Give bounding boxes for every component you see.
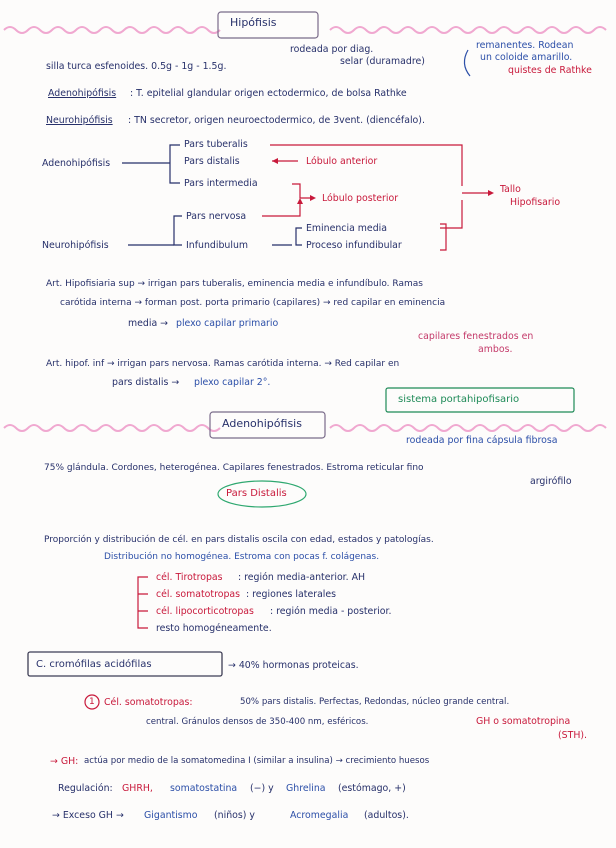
note-remanentes: remanentes. Rodean <box>476 40 574 51</box>
portahipo-label: sistema portahipofisario <box>398 394 520 405</box>
hormonas-line: → 40% hormonas proteicas. <box>228 660 359 671</box>
wavy-divider-top <box>4 27 220 33</box>
wavy-divider-mid-right <box>330 425 606 431</box>
pars-intermedia: Pars intermedia <box>184 178 258 189</box>
prop-line1: Proporción y distribución de cél. en pars distalis oscila con edad, estados y patologías. <box>44 535 434 545</box>
wavy-divider-mid <box>4 425 220 431</box>
neuro-label: Neurohipófisis <box>46 115 113 126</box>
acidofilas-label: C. cromófilas acidófilas <box>36 659 152 670</box>
gh-label: GH o somatotropina <box>476 716 571 727</box>
somato-desc2: central. Gránulos densos de 350-400 nm, esféricos. <box>146 717 369 727</box>
art-sup-line3b: plexo capilar primario <box>176 318 279 329</box>
neuro-desc: : TN secretor, origen neuroectodermico, de 3vent. (diencéfalo). <box>128 115 425 126</box>
tree-neuro: Neurohipófisis <box>42 240 109 251</box>
tallo-hipofisario: Hipofisario <box>510 197 561 208</box>
neuro-tree-bracket <box>174 216 182 245</box>
note-coloide: un coloide amarillo. <box>480 52 573 63</box>
somato-label: Cél. somatotropas: <box>104 697 193 708</box>
section-title-adeno: Adenohipófisis <box>222 417 302 430</box>
argirofilo: argirófilo <box>530 476 572 487</box>
lobulo-posterior: Lóbulo posterior <box>322 193 399 204</box>
arrow-intermedia <box>292 184 310 198</box>
sth-label: (STH). <box>558 730 588 741</box>
tallo: Tallo <box>500 184 521 195</box>
proceso-infundibular: Proceso infundibular <box>306 240 402 251</box>
bullet-somatotropas-label: cél. somatotropas <box>156 589 241 600</box>
gh-line-desc: actúa por medio de la somatomedina I (similar a insulina) → crecimiento huesos <box>84 756 430 766</box>
art-inf-line2b: plexo capilar 2°. <box>194 377 271 388</box>
bullet-resto: resto homogéneamente. <box>156 623 272 634</box>
adeno-line1: 75% glándula. Cordones, heterogénea. Capilares fenestrados. Estroma reticular fino <box>44 463 424 473</box>
regulacion-neg: (−) y <box>250 783 274 794</box>
somato-desc1: 50% pars distalis. Perfectas, Redondas, núcleo grande central. <box>240 697 510 707</box>
infundibulum: Infundibulum <box>186 240 249 251</box>
capilares-note2: ambos. <box>478 344 513 355</box>
art-sup-line1: Art. Hipofisiaria sup → irrigan pars tuberalis, eminencia media e infundíbulo. Ramas <box>46 279 423 289</box>
pars-distalis: Pars distalis <box>184 156 240 167</box>
adeno-label: Adenohipófisis <box>48 88 117 99</box>
note-quistes: quistes de Rathke <box>508 65 592 76</box>
bullet-somatotropas-desc: : regiones laterales <box>246 589 337 600</box>
arrow-nervosa <box>262 202 300 216</box>
gh-line-prefix: → GH: <box>50 756 79 767</box>
tree-adeno: Adenohipófisis <box>42 158 111 169</box>
art-sup-line2: carótida interna → forman post. porta primario (capilares) → red capilar en eminencia <box>60 298 446 308</box>
rodeada-capsula: rodeada por fina cápsula fibrosa <box>406 435 558 446</box>
lobulo-anterior: Lóbulo anterior <box>306 156 378 167</box>
art-sup-line3a: media → <box>128 318 169 329</box>
bullet-tirotropas-desc: : región media-anterior. AH <box>238 572 366 583</box>
note-rodeada: rodeada por diag. <box>290 44 374 55</box>
adeno-desc: : T. epitelial glandular origen ectodermico, de bolsa Rathke <box>130 88 407 99</box>
pars-tuberalis: Pars tuberalis <box>184 139 248 150</box>
regulacion-ghrelina: Ghrelina <box>286 783 326 794</box>
page-title-hipofisis: Hipófisis <box>230 16 277 29</box>
pars-nervosa: Pars nervosa <box>186 211 247 222</box>
pars-distalis-heading: Pars Distalis <box>226 488 287 499</box>
wavy-divider-top-right <box>330 27 606 33</box>
exceso-adultos: (adultos). <box>364 810 409 821</box>
cell-bracket <box>138 577 148 628</box>
eminencia-media: Eminencia media <box>306 223 387 234</box>
regulacion-ghrh: GHRH, <box>122 783 153 794</box>
bullet-lipocorticotropas-desc: : región media - posterior. <box>270 606 392 617</box>
regulacion-label: Regulación: <box>58 783 113 794</box>
eminencia-bracket <box>296 228 302 245</box>
exceso-prefix: → Exceso GH → <box>52 810 124 821</box>
bullet-tirotropas-label: cél. Tirotropas <box>156 572 223 583</box>
regulacion-estomago: (estómago, +) <box>338 783 406 794</box>
somato-number: 1 <box>89 697 95 707</box>
exceso-acromegalia: Acromegalia <box>290 810 349 821</box>
regulacion-somatostatina: somatostatina <box>170 783 238 794</box>
capilares-note1: capilares fenestrados en <box>418 331 534 342</box>
prop-line2: Distribución no homogénea. Estroma con pocas f. colágenas. <box>104 552 380 562</box>
art-inf-line2a: pars distalis → <box>112 377 180 388</box>
quistes-bracket <box>464 50 470 76</box>
exceso-ninos: (niños) y <box>214 810 255 821</box>
bullet-lipocorticotropas-label: cél. lipocorticotropas <box>156 606 254 617</box>
exceso-gigantismo: Gigantismo <box>144 810 198 821</box>
line-silla: silla turca esfenoides. 0.5g - 1g - 1.5g. <box>46 61 227 72</box>
adeno-tree-bracket <box>170 145 180 183</box>
art-inf-line1: Art. hipof. inf → irrigan pars nervosa. Ramas carótida interna. → Red capilar en <box>46 359 400 369</box>
note-selar: selar (duramadre) <box>340 56 425 67</box>
